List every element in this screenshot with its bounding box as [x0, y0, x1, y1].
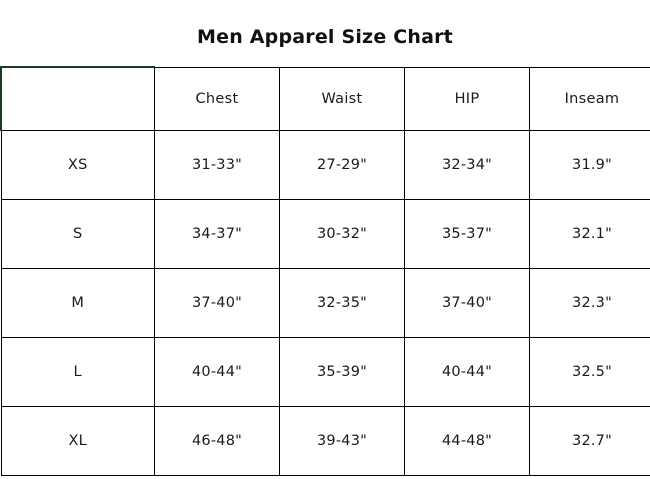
- table-row: [1, 131, 650, 200]
- cell-l-chest: 40-44": [155, 338, 280, 407]
- table-header-row: [1, 67, 650, 131]
- column-header-hip: HIP: [405, 67, 530, 131]
- table-row: [1, 269, 650, 338]
- table-row: [1, 200, 650, 269]
- cell-l-waist: 35-39": [280, 338, 405, 407]
- row-label-l: L: [1, 338, 155, 407]
- column-header-chest: Chest: [155, 67, 280, 131]
- cell-s-hip: 35-37": [405, 200, 530, 269]
- cell-l-inseam: 32.5": [530, 338, 650, 407]
- cell-l-hip: 40-44": [405, 338, 530, 407]
- table-row: [1, 338, 650, 407]
- cell-xl-inseam: 32.7": [530, 407, 650, 476]
- cell-xl-chest: 46-48": [155, 407, 280, 476]
- page-title: Men Apparel Size Chart: [197, 26, 453, 48]
- table-corner-cell: [1, 67, 155, 131]
- cell-s-chest: 34-37": [155, 200, 280, 269]
- column-header-waist: Waist: [280, 67, 405, 131]
- cell-m-chest: 37-40": [155, 269, 280, 338]
- cell-xl-hip: 44-48": [405, 407, 530, 476]
- cell-m-waist: 32-35": [280, 269, 405, 338]
- row-label-xl: XL: [1, 407, 155, 476]
- row-label-xs: XS: [1, 131, 155, 200]
- cell-xs-waist: 27-29": [280, 131, 405, 200]
- row-label-s: S: [1, 200, 155, 269]
- cell-xs-inseam: 31.9": [530, 131, 650, 200]
- cell-s-inseam: 32.1": [530, 200, 650, 269]
- row-label-m: M: [1, 269, 155, 338]
- cell-m-inseam: 32.3": [530, 269, 650, 338]
- cell-xs-chest: 31-33": [155, 131, 280, 200]
- cell-xl-waist: 39-43": [280, 407, 405, 476]
- size-chart-table: [0, 66, 650, 476]
- cell-m-hip: 37-40": [405, 269, 530, 338]
- cell-s-waist: 30-32": [280, 200, 405, 269]
- table-row: [1, 407, 650, 476]
- column-header-inseam: Inseam: [530, 67, 650, 131]
- cell-xs-hip: 32-34": [405, 131, 530, 200]
